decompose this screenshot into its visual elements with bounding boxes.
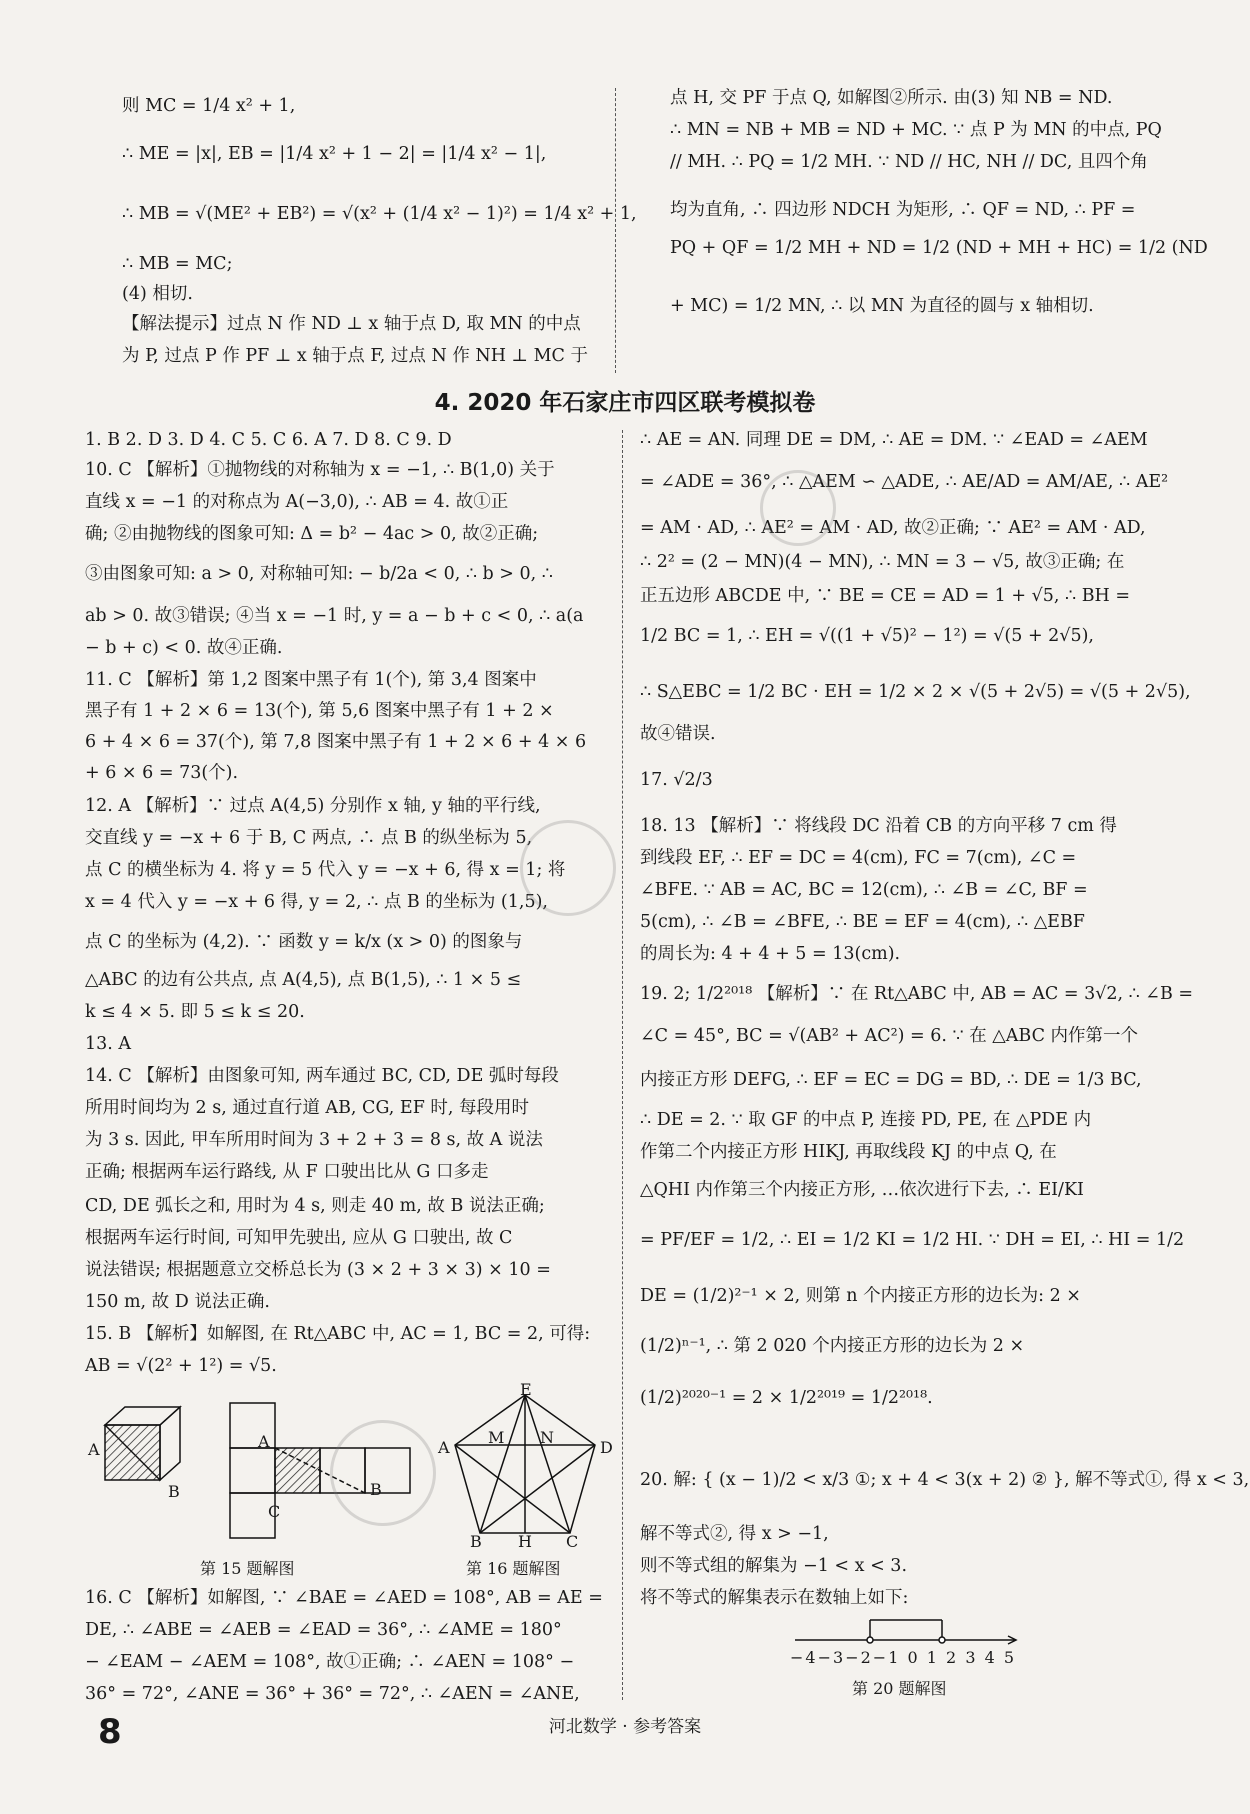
text-line: 13. A [85,1034,132,1054]
text-line: − b + c) < 0. 故④正确. [85,638,283,658]
text-line: 正五边形 ABCDE 中, ∵ BE = CE = AD = 1 + √5, ∴ BH = [640,586,1131,606]
text-line: = AM · AD, ∴ AE² = AM · AD, 故②正确; ∵ AE² = AM · AD, [640,518,1146,538]
fig15-label-B: B [168,1482,180,1501]
tick-label: 3 [965,1648,978,1667]
text-line: 将不等式的解集表示在数轴上如下: [640,1588,909,1608]
tick-label: −1 [872,1648,901,1667]
text-line: 确; ②由抛物线的图象可知: Δ = b² − 4ac > 0, 故②正确; [85,524,539,544]
text-line: ∴ DE = 2. ∵ 取 GF 的中点 P, 连接 PD, PE, 在 △PDE 内 [640,1110,1092,1130]
text-line: 内接正方形 DEFG, ∴ EF = EC = DG = BD, ∴ DE = 1/3 BC, [640,1070,1142,1090]
text-line: 19. 2; 1/2²⁰¹⁸ 【解析】∵ 在 Rt△ABC 中, AB = AC = 3√2, ∴ ∠B = [640,984,1194,1004]
text-line: ③由图象可知: a > 0, 对称轴可知: − b/2a < 0, ∴ b > 0, ∴ [85,564,553,584]
text-line: 15. B 【解析】如解图, 在 Rt△ABC 中, AC = 1, BC = 2, 可得: [85,1324,591,1344]
text-line: ∴ S△EBC = 1/2 BC · EH = 1/2 × 2 × √(5 + 2√5) = √(5 + 2√5), [640,682,1191,702]
text-line: = ∠ADE = 36°, ∴ △AEM ∽ △ADE, ∴ AE/AD = AM/AE, ∴ AE² [640,472,1169,492]
text-line: 点 C 的横坐标为 4. 将 y = 5 代入 y = −x + 6, 得 x = 1; 将 [85,860,566,880]
text-line: PQ + QF = 1/2 MH + ND = 1/2 (ND + MH + HC) = 1/2 (ND [670,238,1208,258]
text-line: 直线 x = −1 的对称点为 A(−3,0), ∴ AB = 4. 故①正 [85,492,509,512]
fig15-caption: 第 15 题解图 [200,1559,295,1578]
text-line: 说法错误; 根据题意立交桥总长为 (3 × 2 + 3 × 3) × 10 = [85,1260,551,1280]
page-footer: 河北数学 · 参考答案 [548,1717,702,1737]
tick-label: −3 [817,1648,846,1667]
text-line: + MC) = 1/2 MN, ∴ 以 MN 为直径的圆与 x 轴相切. [670,296,1094,316]
text-line: 为 3 s. 因此, 甲车所用时间为 3 + 2 + 3 = 8 s, 故 A 说法 [85,1130,543,1150]
text-line: 150 m, 故 D 说法正确. [85,1292,270,1312]
text-line: 11. C 【解析】第 1,2 图案中黑子有 1(个), 第 3,4 图案中 [85,670,537,690]
tick-label: 4 [984,1648,997,1667]
text-line: DE = (1/2)²⁻¹ × 2, 则第 n 个内接正方形的边长为: 2 × [640,1286,1081,1306]
text-line: // MH. ∴ PQ = 1/2 MH. ∵ ND // HC, NH // DC, 且四个角 [670,152,1148,172]
watermark-stamp [330,1420,436,1526]
text-line: 则 MC = 1/4 x² + 1, [122,96,296,116]
text-line: − ∠EAM − ∠AEM = 108°, 故①正确; ∴ ∠AEN = 108° − [85,1652,575,1672]
text-line: x = 4 代入 y = −x + 6 得, y = 2, ∴ 点 B 的坐标为 (1,5), [85,892,548,912]
text-line: + 6 × 6 = 73(个). [85,763,239,783]
answer-line: 1. B 2. D 3. D 4. C 5. C 6. A 7. D 8. C 9. D [85,430,452,450]
text-line: CD, DE 弧长之和, 用时为 4 s, 则走 40 m, 故 B 说法正确; [85,1196,545,1216]
tick-label: −2 [845,1648,873,1667]
text-line: 18. 13 【解析】∵ 将线段 DC 沿着 CB 的方向平移 7 cm 得 [640,816,1117,836]
tick-label: 2 [946,1648,959,1667]
fig15-label-A: A [88,1440,100,1459]
text-line: ∠C = 45°, BC = √(AB² + AC²) = 6. ∵ 在 △ABC 内作第一个 [640,1026,1139,1046]
text-line: 所用时间均为 2 s, 通过直行道 AB, CG, EF 时, 每段用时 [85,1098,530,1118]
text-line: 20. 解: { (x − 1)/2 < x/3 ①; x + 4 < 3(x + 2) ② }, 解不等式①, 得 x < 3, [640,1470,1250,1490]
fig16-label-M: M [488,1428,505,1447]
text-line: 1/2 BC = 1, ∴ EH = √((1 + √5)² − 1²) = √(5 + 2√5), [640,626,1094,646]
text-line: 根据两车运行时间, 可知甲先驶出, 应从 G 口驶出, 故 C [85,1228,513,1248]
fig16-label-C: C [566,1532,579,1551]
text-line: 到线段 EF, ∴ EF = DC = 4(cm), FC = 7(cm), ∠C = [640,848,1077,868]
text-line: 17. √2/3 [640,770,713,790]
column-divider [615,88,616,373]
fig16-label-D: D [600,1438,613,1457]
text-line: AB = √(2² + 1²) = √5. [85,1356,277,1376]
section-title: 4. 2020 年石家庄市四区联考模拟卷 [434,390,816,416]
text-line: ∴ 2² = (2 − MN)(4 − MN), ∴ MN = 3 − √5, 故③正确; 在 [640,552,1125,572]
text-line: (1/2)ⁿ⁻¹, ∴ 第 2 020 个内接正方形的边长为 2 × [640,1336,1025,1356]
text-line: ∴ AE = AN. 同理 DE = DM, ∴ AE = DM. ∵ ∠EAD = ∠AEM [640,430,1148,450]
column-divider [622,430,623,1700]
text-line: 均为直角, ∴ 四边形 NDCH 为矩形, ∴ QF = ND, ∴ PF = [670,200,1136,220]
watermark-stamp [760,470,836,546]
text-line: 交直线 y = −x + 6 于 B, C 两点, ∴ 点 B 的纵坐标为 5, [85,828,533,848]
text-line: 12. A 【解析】∵ 过点 A(4,5) 分别作 x 轴, y 轴的平行线, [85,796,541,816]
text-line: ∠BFE. ∵ AB = AC, BC = 12(cm), ∴ ∠B = ∠C, BF = [640,880,1088,900]
text-line: △ABC 的边有公共点, 点 A(4,5), 点 B(1,5), ∴ 1 × 5 ≤ [85,970,522,990]
text-line: 点 C 的坐标为 (4,2). ∵ 函数 y = k/x (x > 0) 的图象与 [85,932,523,952]
text-line: 14. C 【解析】由图象可知, 两车通过 BC, CD, DE 弧时每段 [85,1066,559,1086]
text-line: 故④错误. [640,724,716,744]
text-line: (1/2)²⁰²⁰⁻¹ = 2 × 1/2²⁰¹⁹ = 1/2²⁰¹⁸. [640,1388,933,1408]
text-line: 6 + 4 × 6 = 37(个), 第 7,8 图案中黑子有 1 + 2 × 6 + 4 × 6 [85,732,587,752]
fig20-caption: 第 20 题解图 [852,1679,947,1698]
text-line: ∴ ME = |x|, EB = |1/4 x² + 1 − 2| = |1/4 x² − 1|, [122,144,547,164]
text-line: ∴ MB = MC; [122,254,233,274]
tick-label: 1 [926,1648,939,1667]
text-line: 黑子有 1 + 2 × 6 = 13(个), 第 5,6 图案中黑子有 1 + 2 × [85,701,554,721]
text-line: k ≤ 4 × 5. 即 5 ≤ k ≤ 20. [85,1002,305,1022]
text-line: 正确; 根据两车运行路线, 从 F 口驶出比从 G 口多走 [85,1162,489,1182]
fig16-label-A: A [438,1438,450,1457]
text-line: 的周长为: 4 + 4 + 5 = 13(cm). [640,944,901,964]
text-line: 作第二个内接正方形 HIKJ, 再取线段 KJ 的中点 Q, 在 [640,1142,1057,1162]
text-line: 解不等式②, 得 x > −1, [640,1524,829,1544]
fig16-label-E: E [520,1380,532,1399]
fig16-label-H: H [518,1532,532,1551]
text-line: 5(cm), ∴ ∠B = ∠BFE, ∴ BE = EF = 4(cm), ∴ △EBF [640,912,1085,932]
fig16-label-N: N [540,1428,554,1447]
text-line: = PF/EF = 1/2, ∴ EI = 1/2 KI = 1/2 HI. ∵ DH = EI, ∴ HI = 1/2 [640,1230,1185,1250]
text-line: 16. C 【解析】如解图, ∵ ∠BAE = ∠AED = 108°, AB = AE = [85,1588,603,1608]
text-line: 为 P, 过点 P 作 PF ⊥ x 轴于点 F, 过点 N 作 NH ⊥ MC 于 [122,346,588,366]
text-line: DE, ∴ ∠ABE = ∠AEB = ∠EAD = 36°, ∴ ∠AME = 180° [85,1620,562,1640]
fig16-caption: 第 16 题解图 [466,1559,561,1578]
tick-label: 5 [1003,1648,1017,1667]
text-line: 10. C 【解析】①抛物线的对称轴为 x = −1, ∴ B(1,0) 关于 [85,460,555,480]
page-number: 8 [98,1712,122,1752]
number-line-ticks [790,1648,1016,1667]
text-line: 则不等式组的解集为 −1 < x < 3. [640,1556,908,1576]
fig15-label-A: A [258,1432,270,1451]
tick-label: −4 [790,1648,818,1667]
text-line: ab > 0. 故③错误; ④当 x = −1 时, y = a − b + c < 0, ∴ a(a [85,606,584,626]
text-line: 点 H, 交 PF 于点 Q, 如解图②所示. 由(3) 知 NB = ND. [670,88,1113,108]
figure-16 [440,1385,610,1545]
text-line: ∴ MB = √(ME² + EB²) = √(x² + (1/4 x² − 1)²) = 1/4 x² + 1, [122,204,637,224]
fig16-label-B: B [470,1532,482,1551]
tick-label: 0 [907,1648,920,1667]
fig15-label-B: B [370,1480,382,1499]
fig15-label-C: C [268,1502,281,1521]
text-line: ∴ MN = NB + MB = ND + MC. ∵ 点 P 为 MN 的中点, PQ [670,120,1162,140]
text-line: △QHI 内作第三个内接正方形, …依次进行下去, ∴ EI/KI [640,1180,1084,1200]
watermark-stamp [520,820,616,916]
text-line: 【解法提示】过点 N 作 ND ⊥ x 轴于点 D, 取 MN 的中点 [122,314,581,334]
text-line: 36° = 72°, ∠ANE = 36° + 36° = 72°, ∴ ∠AEN = ∠ANE, [85,1684,580,1704]
text-line: (4) 相切. [122,284,193,304]
